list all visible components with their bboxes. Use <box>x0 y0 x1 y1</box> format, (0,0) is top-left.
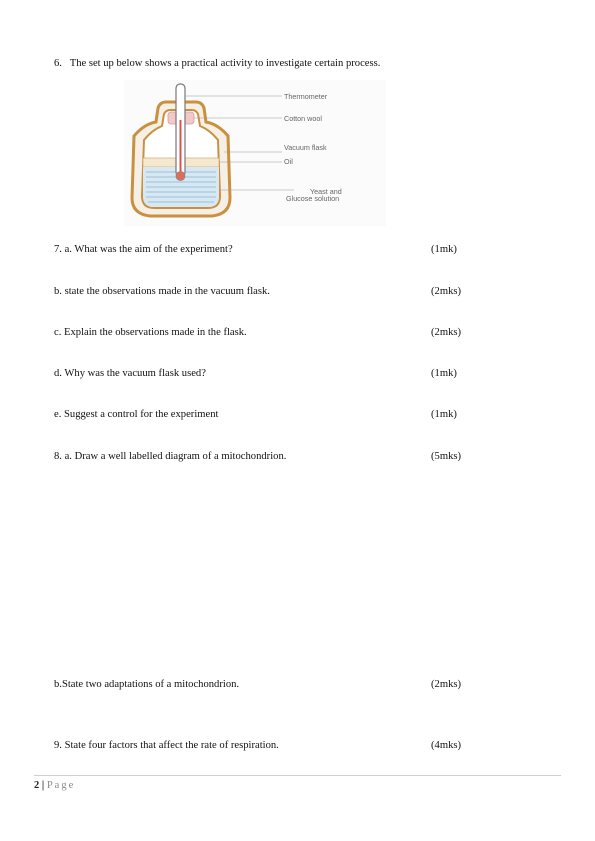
question-9-marks: (4mks) <box>431 740 462 751</box>
question-7c-marks: (2mks) <box>431 327 462 338</box>
label-yeast-line2: Glucose solution <box>286 194 340 203</box>
question-6-number: 6. <box>54 58 62 69</box>
question-8b: b.State two adaptations of a mitochondrion. <box>54 679 240 690</box>
label-thermometer: Thermometer <box>284 92 328 101</box>
page-separator: | <box>41 780 45 791</box>
question-6 <box>54 58 380 69</box>
label-yeast-line1: Yeast and <box>310 187 342 196</box>
label-vacuum-flask: Vacuum flask <box>284 143 327 152</box>
label-oil: Oil <box>284 157 293 166</box>
page-number: 2 <box>34 780 40 791</box>
question-7e-marks: (1mk) <box>431 409 457 420</box>
question-8a: 8. a. Draw a well labelled diagram of a mitochondrion. <box>54 451 287 462</box>
page-word: Page <box>46 780 76 791</box>
question-7b-marks: (2mks) <box>431 286 462 297</box>
label-cotton-wool: Cotton wool <box>284 114 322 123</box>
question-8a-marks: (5mks) <box>431 451 462 462</box>
footer-divider <box>34 775 561 776</box>
page-footer <box>34 780 75 791</box>
vacuum-flask-diagram <box>124 80 386 226</box>
question-7b: b. state the observations made in the vacuum flask. <box>54 286 270 297</box>
question-8b-marks: (2mks) <box>431 679 462 690</box>
question-6-text: The set up below shows a practical activity to investigate certain process. <box>69 58 381 69</box>
question-7a-marks: (1mk) <box>431 244 457 255</box>
question-7e: e. Suggest a control for the experiment <box>54 409 219 420</box>
question-7d: d. Why was the vacuum flask used? <box>54 368 206 379</box>
question-7c: c. Explain the observations made in the flask. <box>54 327 247 338</box>
question-7a: 7. a. What was the aim of the experiment? <box>54 244 233 255</box>
question-9: 9. State four factors that affect the rate of respiration. <box>54 740 279 751</box>
question-7d-marks: (1mk) <box>431 368 457 379</box>
